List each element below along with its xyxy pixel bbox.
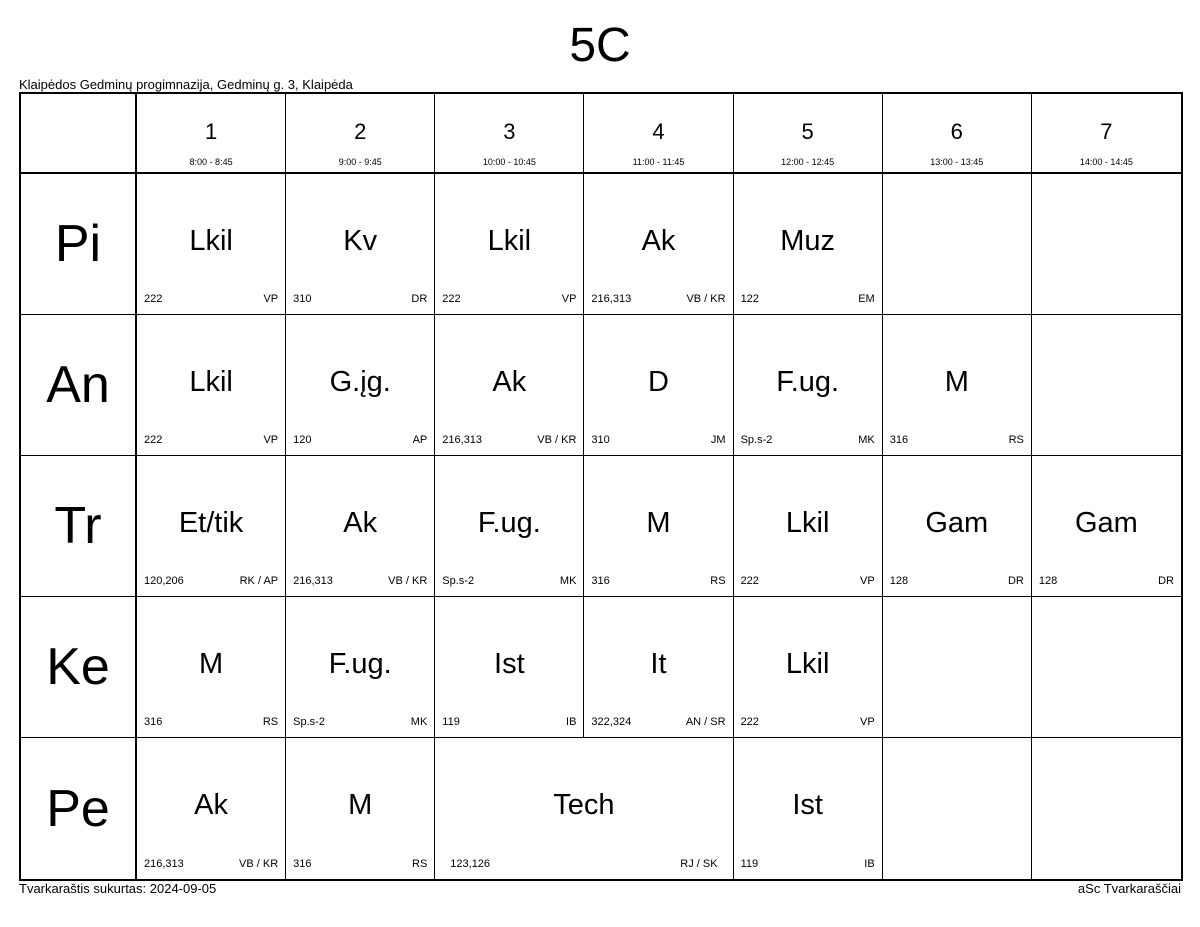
lesson-teacher: RS [710, 575, 726, 587]
empty-lesson-cell [883, 738, 1032, 879]
lesson-teacher: RS [1008, 434, 1024, 446]
lesson-room: 120,206 [144, 575, 184, 587]
lesson-cell [584, 174, 733, 315]
lesson-cell [137, 738, 286, 879]
lesson-subject: Lkil [189, 366, 233, 398]
period-time: 14:00 - 14:45 [1079, 157, 1133, 167]
period-header-4 [584, 94, 733, 174]
lesson-teacher: RS [412, 858, 428, 870]
created-date: Tvarkaraštis sukurtas: 2024-09-05 [19, 881, 217, 896]
day-cell-an [21, 315, 137, 456]
lesson-teacher: RK / AP [239, 575, 279, 587]
period-number: 1 [204, 119, 218, 144]
lesson-cell [734, 315, 883, 456]
lesson-room: 322,324 [591, 716, 632, 728]
lesson-room: 222 [442, 293, 461, 305]
software-credit: aSc Tvarkaraščiai [1077, 881, 1181, 896]
lesson-cell [584, 456, 733, 597]
lesson-cell [286, 738, 435, 879]
lesson-cell [286, 456, 435, 597]
lesson-room: 216,313 [144, 858, 184, 870]
lesson-teacher: AN / SR [685, 716, 726, 728]
lesson-room: 222 [144, 293, 163, 305]
lesson-room: 216,313 [293, 575, 333, 587]
lesson-teacher: VP [263, 434, 279, 446]
empty-lesson-cell [1032, 174, 1181, 315]
period-number: 5 [801, 119, 814, 144]
lesson-teacher: VP [860, 575, 875, 587]
period-time: 13:00 - 13:45 [930, 157, 984, 167]
lesson-subject: Ist [494, 648, 525, 680]
period-header-5 [734, 94, 883, 174]
lesson-cell [435, 174, 584, 315]
lesson-teacher: DR [1158, 575, 1174, 587]
lesson-teacher: VP [561, 293, 577, 305]
lesson-room: 122 [740, 293, 759, 305]
lesson-cell [435, 456, 584, 597]
lesson-room: 119 [740, 858, 759, 870]
period-time: 8:00 - 8:45 [189, 157, 233, 167]
lesson-teacher: MK [559, 575, 577, 587]
corner-cell [21, 94, 137, 174]
lesson-room: 222 [740, 716, 759, 728]
period-time: 10:00 - 10:45 [482, 157, 536, 167]
lesson-teacher: IB [566, 716, 577, 728]
period-header-6 [883, 94, 1032, 174]
day-name: Pi [54, 215, 102, 273]
lesson-room: 216,313 [442, 434, 483, 446]
lesson-room: Sp.s-2 [293, 716, 325, 728]
lesson-room: 216,313 [591, 293, 632, 305]
lesson-subject: Ak [194, 789, 228, 821]
lesson-room: 310 [293, 293, 312, 305]
lesson-teacher: AP [412, 434, 428, 446]
period-number: 3 [503, 119, 516, 144]
empty-lesson-cell [1032, 315, 1181, 456]
lesson-subject: Ist [792, 789, 823, 821]
lesson-subject: Gam [925, 507, 989, 539]
lesson-subject: D [648, 366, 669, 398]
day-cell-ke [21, 597, 137, 738]
period-number: 7 [1100, 119, 1113, 144]
lesson-room: 222 [144, 434, 163, 446]
day-cell-pi [21, 174, 137, 315]
lesson-room: 222 [740, 575, 759, 587]
timetable-grid [19, 92, 1183, 881]
period-header-2 [286, 94, 435, 174]
lesson-teacher: VB / KR [239, 858, 279, 870]
period-time: 9:00 - 9:45 [338, 157, 382, 167]
day-cell-pe [21, 738, 137, 879]
lesson-subject: Ak [343, 507, 378, 539]
lesson-subject: Gam [1074, 507, 1138, 539]
period-time: 12:00 - 12:45 [781, 157, 835, 167]
lesson-subject: M [944, 366, 969, 398]
lesson-cell [584, 597, 733, 738]
lesson-room: 128 [1038, 575, 1058, 587]
lesson-cell [435, 597, 584, 738]
lesson-room: 316 [293, 858, 312, 870]
lesson-cell [734, 174, 883, 315]
lesson-room: 316 [889, 434, 909, 446]
lesson-subject: Et/tik [178, 507, 244, 539]
lesson-teacher: VB / KR [537, 434, 577, 446]
lesson-subject: It [650, 648, 667, 680]
lesson-room: 316 [144, 716, 163, 728]
lesson-room: 316 [591, 575, 610, 587]
lesson-subject: Ak [492, 366, 527, 398]
lesson-cell [883, 315, 1032, 456]
lesson-teacher: DR [411, 293, 428, 305]
period-header-1 [137, 94, 286, 174]
lesson-cell [137, 174, 286, 315]
lesson-subject: G.įg. [329, 366, 391, 398]
lesson-cell [435, 315, 584, 456]
period-number: 6 [950, 119, 963, 144]
timetable-title: 5C [569, 19, 631, 72]
empty-lesson-cell [883, 174, 1032, 315]
empty-lesson-cell [883, 597, 1032, 738]
lesson-subject: Lkil [785, 507, 830, 539]
lesson-cell [734, 597, 883, 738]
day-name: Tr [54, 497, 102, 555]
empty-lesson-cell [1032, 597, 1181, 738]
lesson-cell [584, 315, 733, 456]
lesson-teacher: VB / KR [686, 293, 726, 305]
lesson-teacher: VP [263, 293, 279, 305]
lesson-room: 120 [293, 434, 312, 446]
lesson-cell [734, 456, 883, 597]
lesson-cell [435, 738, 733, 879]
lesson-room: Sp.s-2 [442, 575, 475, 587]
day-name: Pe [46, 779, 110, 838]
lesson-teacher: VB / KR [388, 575, 428, 587]
empty-lesson-cell [1032, 738, 1181, 879]
lesson-cell [883, 456, 1032, 597]
lesson-teacher: IB [864, 858, 875, 870]
lesson-room: Sp.s-2 [740, 434, 773, 446]
lesson-teacher: EM [858, 293, 875, 305]
lesson-cell [137, 456, 286, 597]
lesson-teacher: RS [262, 716, 279, 728]
lesson-teacher: JM [710, 434, 726, 446]
lesson-room: 128 [889, 575, 909, 587]
lesson-subject: Lkil [487, 225, 532, 257]
day-name: Ke [46, 638, 110, 696]
lesson-teacher: MK [858, 434, 875, 446]
lesson-subject: Muz [780, 225, 836, 257]
day-cell-tr [21, 456, 137, 597]
lesson-cell [1032, 456, 1181, 597]
lesson-cell [286, 315, 435, 456]
period-number: 2 [354, 119, 367, 144]
lesson-cell [734, 738, 883, 879]
lesson-room: 119 [442, 716, 460, 728]
lesson-subject: Lkil [189, 225, 233, 257]
lesson-subject: M [348, 789, 373, 821]
lesson-room: 123,126 [450, 858, 491, 870]
lesson-room: 310 [591, 434, 610, 446]
lesson-subject: Kv [343, 225, 378, 257]
lesson-cell [137, 597, 286, 738]
lesson-subject: Tech [553, 789, 615, 821]
lesson-subject: Lkil [785, 648, 830, 680]
school-name: Klaipėdos Gedminų progimnazija, Gedminų g. 3, Klaipėda [19, 77, 353, 92]
lesson-subject: M [198, 648, 224, 680]
lesson-subject: M [646, 507, 671, 539]
period-time: 11:00 - 11:45 [632, 157, 685, 167]
day-name: An [46, 356, 110, 414]
lesson-cell [137, 315, 286, 456]
lesson-teacher: DR [1007, 575, 1024, 587]
lesson-subject: Ak [641, 225, 676, 257]
period-header-7 [1032, 94, 1181, 174]
lesson-teacher: RJ / SK [680, 858, 718, 870]
lesson-cell [286, 597, 435, 738]
lesson-teacher: VP [860, 716, 875, 728]
period-number: 4 [652, 119, 665, 144]
lesson-subject: F.ug. [328, 648, 392, 680]
lesson-teacher: MK [410, 716, 428, 728]
period-header-3 [435, 94, 584, 174]
lesson-subject: F.ug. [477, 507, 541, 539]
lesson-cell [286, 174, 435, 315]
lesson-subject: F.ug. [776, 366, 840, 398]
